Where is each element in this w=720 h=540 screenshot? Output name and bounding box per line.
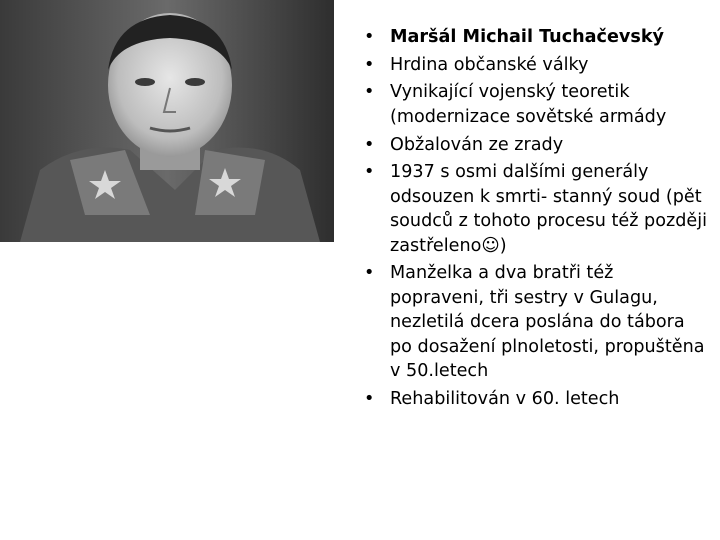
- portrait-photo: [0, 0, 334, 242]
- bullet-text: Obžalován ze zrady: [390, 134, 564, 155]
- bullet-text: Manželka a dva bratři též popraveni, tři sestry v Gulagu, nezletilá dcera poslána do tábora po dosažení plnoletosti, propuštěna v 50.letech: [390, 263, 705, 382]
- bullet-glyph: •: [364, 389, 375, 410]
- bullet-glyph: •: [364, 27, 375, 47]
- bullet-text: Hrdina občanské války: [390, 54, 589, 75]
- bullet-text: Vynikající vojenský teoretik (modernizace sovětské armády: [390, 82, 667, 127]
- bullet-item-sentenced: [362, 160, 712, 258]
- bullet-text: 1937 s osmi dalšími generály odsouzen k smrti- stanný soud (pět soudců z tohoto procesu též později zastřeleno☺): [390, 162, 707, 256]
- bullet-item-accused: [362, 133, 712, 158]
- bullet-glyph: •: [364, 54, 375, 75]
- bullet-item-name: [362, 25, 712, 50]
- bullet-text: Rehabilitován v 60. letech: [390, 389, 620, 410]
- bullet-glyph: •: [364, 263, 375, 284]
- bullet-text: Maršál Michail Tuchačevský: [390, 27, 664, 47]
- bullet-item-family: [362, 261, 712, 384]
- bullet-item-civil-war: [362, 53, 712, 78]
- bullet-item-rehabilitated: [362, 387, 712, 412]
- bullet-glyph: •: [364, 82, 375, 103]
- bullet-item-theorist: [362, 80, 712, 129]
- bullet-list: [362, 25, 712, 415]
- bullet-glyph: •: [364, 134, 375, 155]
- portrait-illustration: [0, 0, 334, 242]
- bullet-glyph: •: [364, 162, 375, 183]
